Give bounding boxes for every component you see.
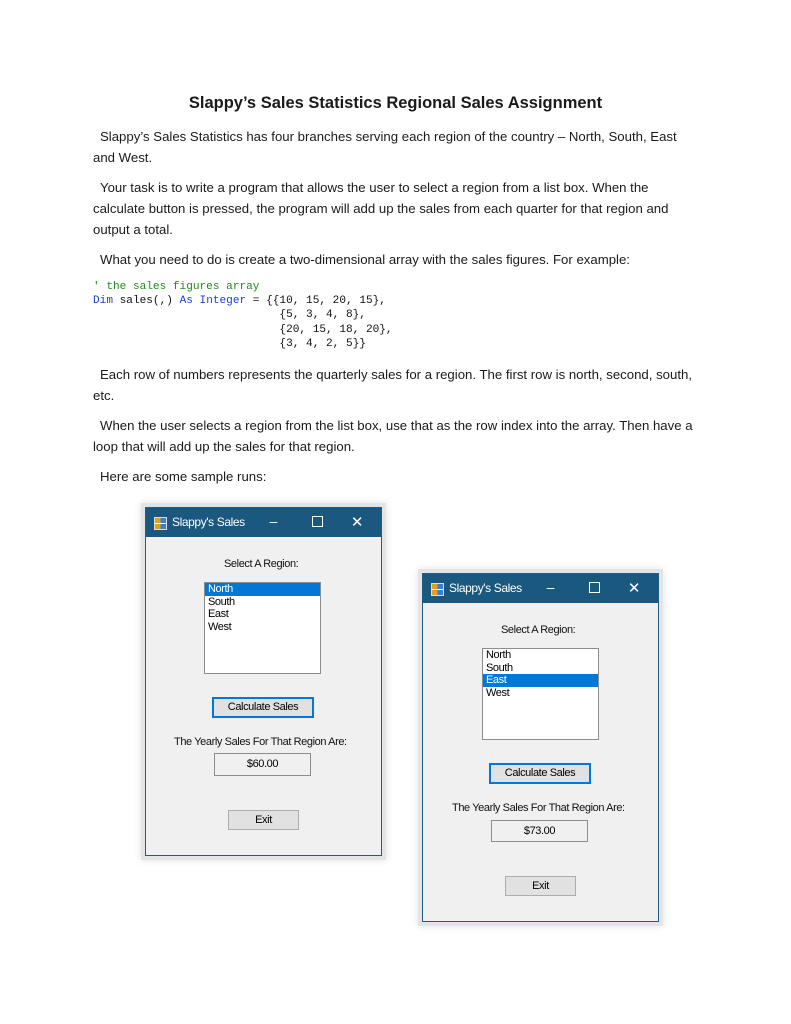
- minimize-button[interactable]: –: [269, 513, 277, 529]
- list-item-north[interactable]: North: [205, 583, 320, 596]
- window-title: Slappy's Sales: [449, 581, 522, 595]
- list-item-west[interactable]: West: [208, 620, 232, 633]
- maximize-button[interactable]: [589, 579, 600, 596]
- maximize-icon: [589, 582, 600, 593]
- code-keyword-dim: Dim: [93, 295, 113, 308]
- intro-paragraph: Slappy’s Sales Statistics has four branches serving each region of the country – North, South, East and West.: [93, 129, 677, 165]
- maximize-icon: [312, 516, 323, 527]
- array-paragraph: What you need to do is create a two-dimensional array with the sales figures. For example:: [100, 252, 630, 267]
- list-item-south[interactable]: South: [486, 661, 513, 674]
- code-declaration: sales(,): [112, 295, 180, 308]
- rows-paragraph: Each row of numbers represents the quarterly sales for a region. The first row is north, second, south, etc.: [93, 367, 693, 403]
- window-titlebar[interactable]: [423, 574, 658, 603]
- app-icon: [154, 517, 167, 530]
- close-button[interactable]: ✕: [350, 514, 363, 531]
- code-row-4: {3, 4, 2, 5}}: [93, 337, 366, 350]
- minimize-button[interactable]: –: [546, 579, 554, 595]
- code-keyword-as: As Integer: [179, 295, 247, 308]
- list-item-south[interactable]: South: [208, 595, 235, 608]
- code-row-1: = {{10, 15, 20, 15},: [246, 295, 386, 308]
- sample-window-east: [422, 573, 659, 922]
- exit-button[interactable]: Exit: [505, 876, 576, 896]
- sample-window-north: [145, 507, 382, 856]
- index-paragraph: When the user selects a region from the list box, use that as the row index into the array. Then have a loop that will add up the sales for that region.: [93, 418, 693, 454]
- sales-total-output: $73.00: [491, 820, 588, 842]
- list-item-west[interactable]: West: [486, 686, 510, 699]
- sales-total-output: $60.00: [214, 753, 311, 776]
- region-listbox[interactable]: [482, 648, 599, 740]
- exit-button[interactable]: Exit: [228, 810, 299, 830]
- select-region-label: Select A Region:: [501, 624, 576, 636]
- code-row-3: {20, 15, 18, 20},: [93, 323, 393, 336]
- region-listbox[interactable]: [204, 582, 321, 674]
- yearly-sales-label: The Yearly Sales For That Region Are:: [174, 736, 347, 748]
- code-sample: [93, 280, 393, 351]
- list-item-east[interactable]: East: [483, 674, 598, 687]
- list-item-north[interactable]: North: [486, 649, 511, 661]
- calculate-sales-button[interactable]: Calculate Sales: [489, 763, 591, 784]
- window-titlebar[interactable]: [146, 508, 381, 537]
- calculate-sales-button[interactable]: Calculate Sales: [212, 697, 314, 718]
- app-icon: [431, 583, 444, 596]
- yearly-sales-label: The Yearly Sales For That Region Are:: [452, 802, 625, 814]
- list-item-east[interactable]: East: [208, 608, 229, 620]
- maximize-button[interactable]: [312, 513, 323, 530]
- window-title: Slappy's Sales: [172, 515, 245, 529]
- code-row-2: {5, 3, 4, 8},: [93, 309, 366, 322]
- document-title: Slappy’s Sales Statistics Regional Sales Assignment: [188, 94, 603, 112]
- select-region-label: Select A Region:: [224, 558, 299, 570]
- task-paragraph: Your task is to write a program that allows the user to select a region from a list box. When the calculate button is pressed, the program will add up the sales from each quarter for that region and output a total.: [93, 180, 669, 237]
- code-comment: ' the sales figures array: [93, 281, 260, 293]
- close-button[interactable]: ✕: [627, 580, 640, 597]
- sample-runs-paragraph: Here are some sample runs:: [100, 469, 267, 484]
